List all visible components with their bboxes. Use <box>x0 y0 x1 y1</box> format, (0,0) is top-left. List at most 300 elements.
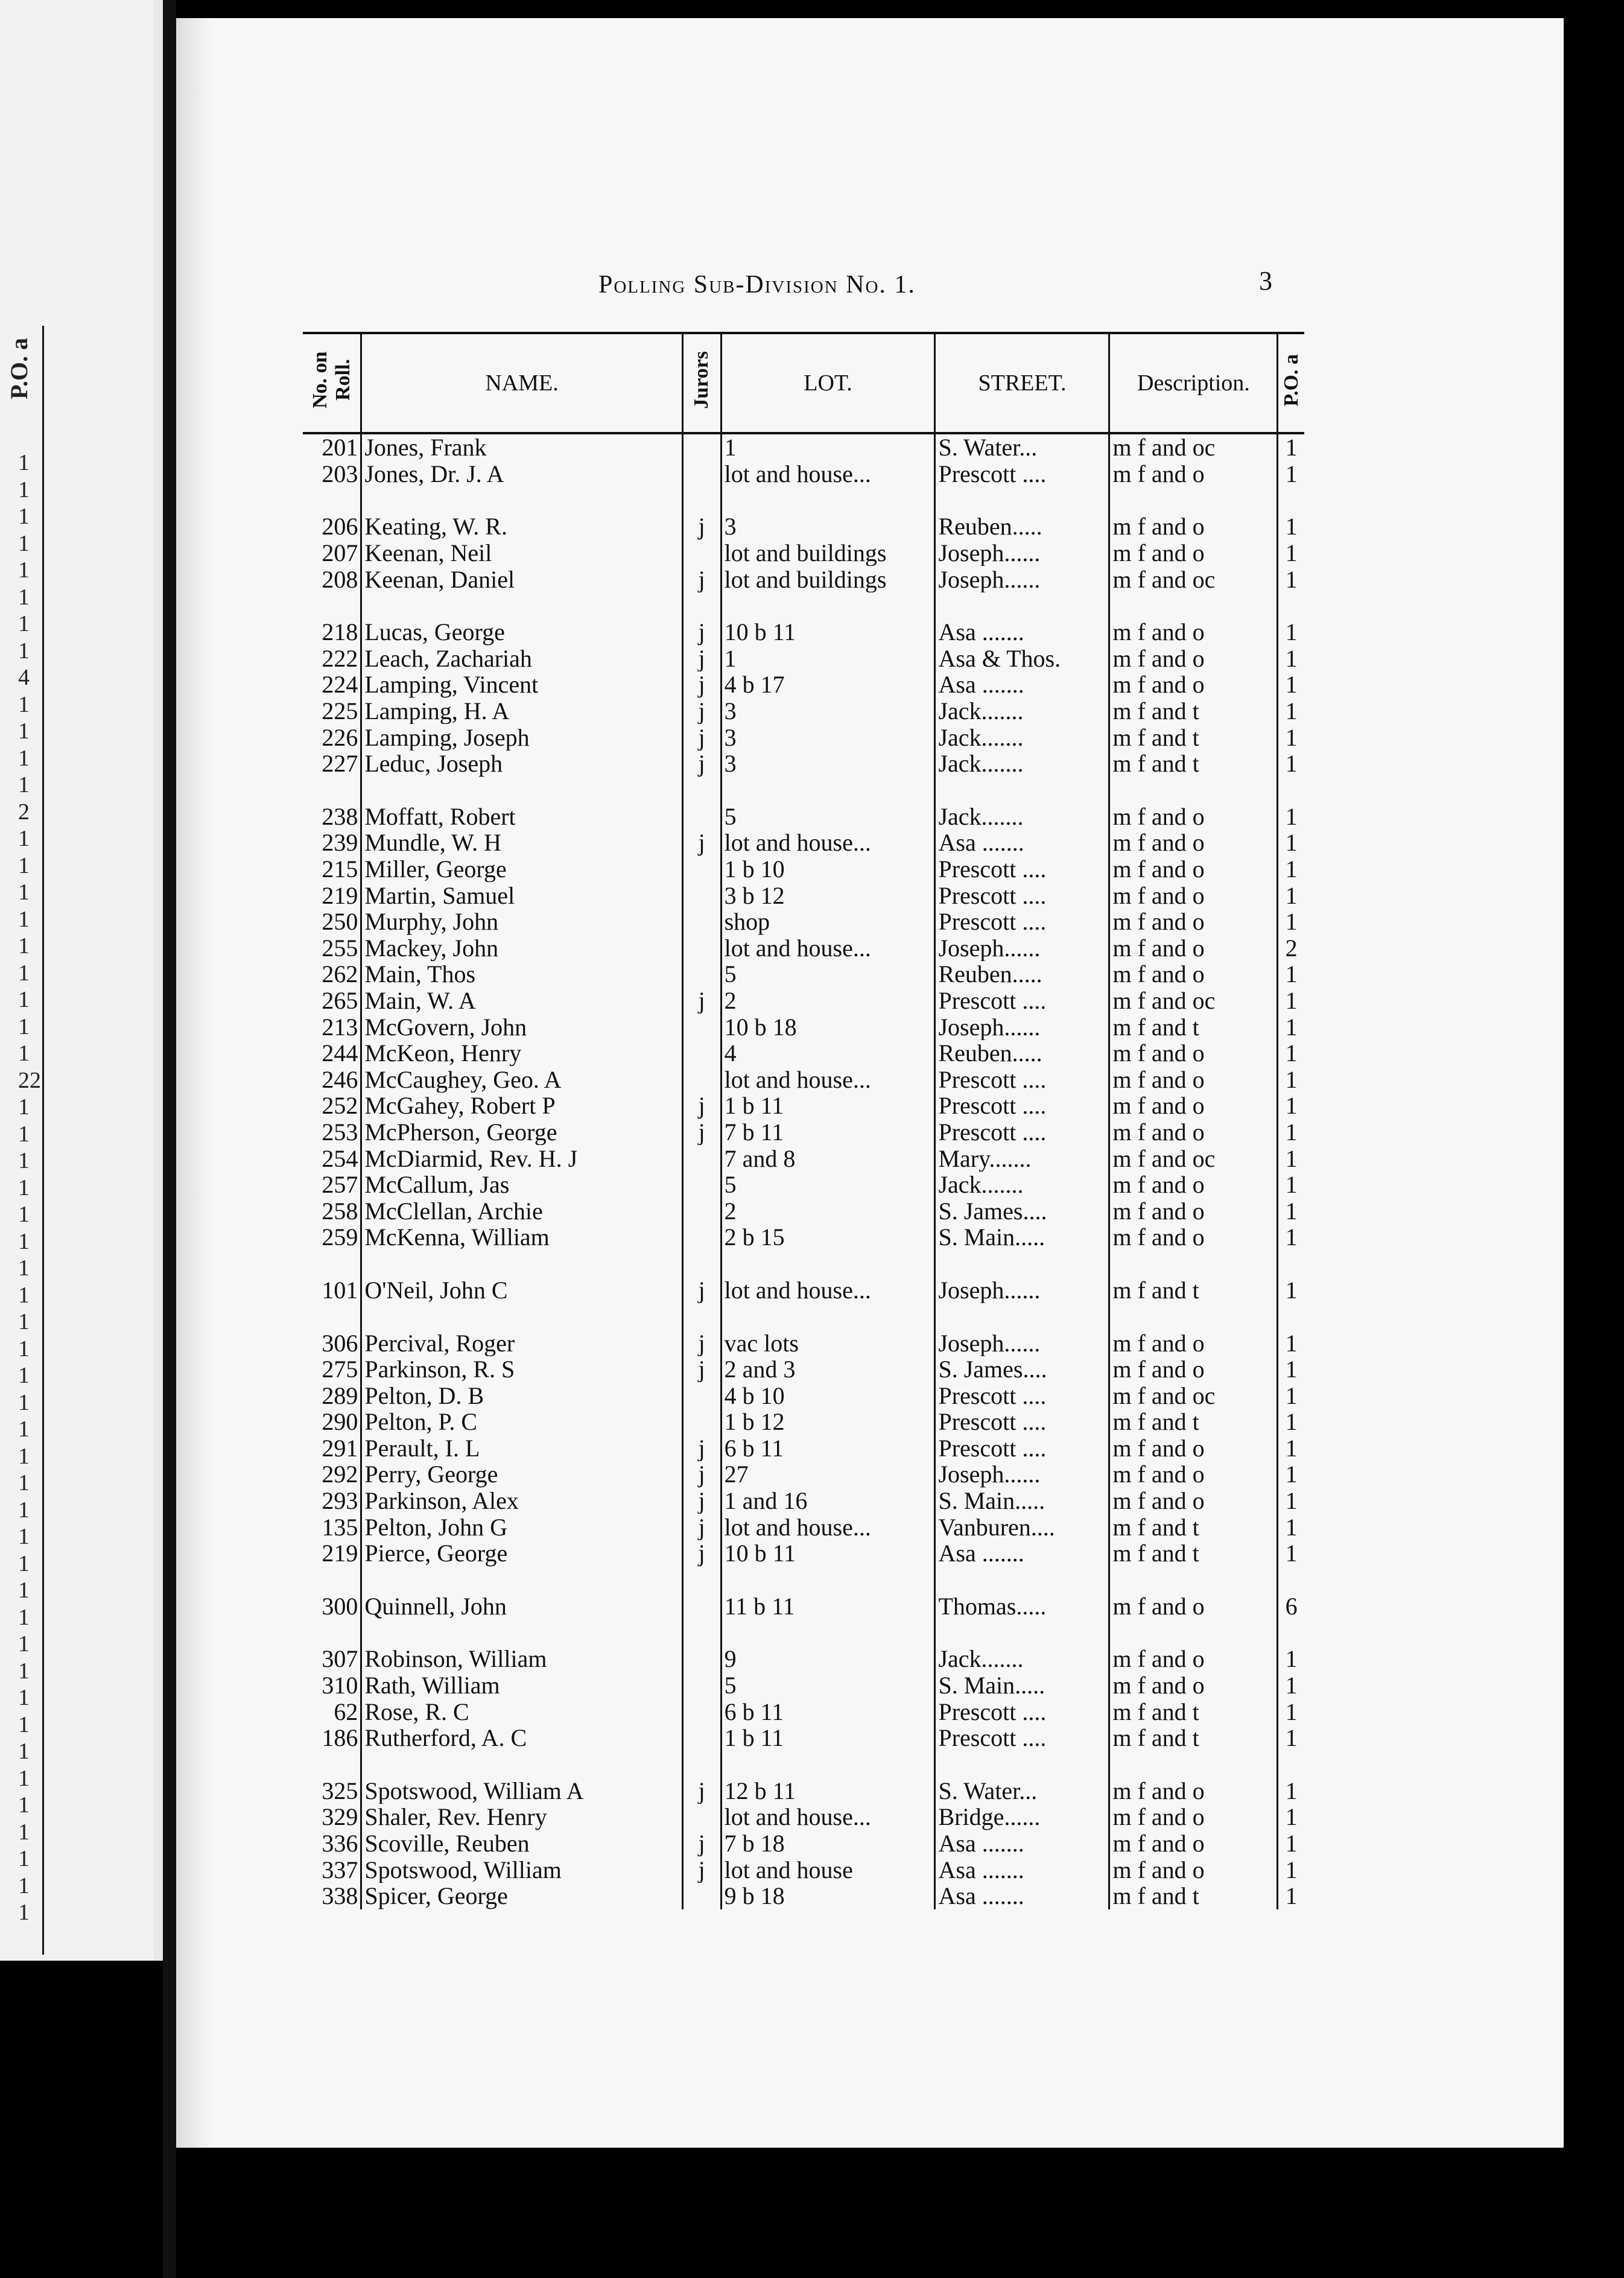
table-spacer-row <box>303 777 1304 804</box>
cell-lot: lot and house... <box>721 1804 935 1830</box>
cell-description: m f and o <box>1109 1172 1278 1198</box>
facing-page-po-value: 1 <box>18 745 30 771</box>
cell-po: 1 <box>1278 856 1304 883</box>
cell-lot: 1 b 11 <box>721 1093 935 1119</box>
cell-juror-mark: j <box>682 1514 721 1540</box>
cell-street: Jack....... <box>935 750 1109 777</box>
cell-po: 1 <box>1278 1119 1304 1146</box>
cell-juror-mark: j <box>682 619 721 646</box>
cell-name: Jones, Dr. J. A <box>361 461 682 487</box>
page-number: 3 <box>1259 266 1272 296</box>
facing-page-po-value: 1 <box>18 1014 30 1039</box>
cell-street: Prescott .... <box>935 856 1109 883</box>
cell-juror-mark <box>682 1672 721 1699</box>
cell-street: Thomas..... <box>935 1593 1109 1620</box>
spacer-cell <box>682 1303 721 1330</box>
cell-po: 2 <box>1278 935 1304 962</box>
facing-page-po-value: 1 <box>18 1309 30 1334</box>
cell-roll-number: 135 <box>322 1514 358 1540</box>
cell-juror-mark: j <box>682 1277 721 1304</box>
facing-page-po-value: 1 <box>18 477 30 503</box>
cell-name: Robinson, William <box>361 1646 682 1672</box>
cell-juror-mark <box>682 1014 721 1040</box>
table-row <box>303 909 1304 935</box>
cell-street: Asa ....... <box>935 1830 1109 1857</box>
cell-juror-mark: j <box>682 1540 721 1567</box>
cell-juror-mark <box>682 1198 721 1224</box>
col-header-jurors-label: Jurors <box>690 351 713 409</box>
cell-lot: lot and house... <box>721 1514 935 1540</box>
spacer-cell <box>1278 592 1304 619</box>
cell-name: Parkinson, R. S <box>361 1356 682 1383</box>
cell-street: S. James.... <box>935 1356 1109 1383</box>
cell-description: m f and o <box>1109 830 1278 856</box>
cell-lot: 3 <box>721 698 935 725</box>
cell-juror-mark <box>682 1382 721 1409</box>
cell-lot: 10 b 11 <box>721 1540 935 1567</box>
cell-roll-number: 252 <box>322 1093 358 1119</box>
spacer-cell <box>935 1619 1109 1646</box>
cell-juror-mark: j <box>682 1330 721 1356</box>
cell-lot: 12 b 11 <box>721 1778 935 1804</box>
cell-roll-number: 213 <box>322 1014 358 1040</box>
cell-lot: 2 b 15 <box>721 1224 935 1251</box>
facing-page-po-value: 1 <box>18 1363 30 1388</box>
cell-lot: 5 <box>721 961 935 988</box>
cell-description: m f and oc <box>1109 566 1278 592</box>
cell-description: m f and o <box>1109 619 1278 646</box>
cell-roll-number: 292 <box>322 1461 358 1488</box>
facing-page-po-value: 1 <box>18 530 30 556</box>
cell-roll-number: 262 <box>322 961 358 988</box>
cell-lot: 11 b 11 <box>721 1593 935 1620</box>
cell-street: Prescott .... <box>935 1725 1109 1751</box>
cell-roll-number: 307 <box>322 1646 358 1672</box>
cell-juror-mark <box>682 856 721 883</box>
cell-name: Perault, I. L <box>361 1435 682 1462</box>
cell-juror-mark: j <box>682 646 721 672</box>
cell-street: Asa ....... <box>935 1540 1109 1567</box>
cell-roll-number: 219 <box>322 882 358 909</box>
cell-description: m f and t <box>1109 1277 1278 1304</box>
cell-description: m f and o <box>1109 1119 1278 1146</box>
cell-street: S. Main..... <box>935 1488 1109 1514</box>
facing-page-rule <box>42 326 44 1955</box>
cell-juror-mark: j <box>682 1461 721 1488</box>
cell-name: Mackey, John <box>361 935 682 962</box>
facing-page-po-value: 22 <box>18 1067 41 1093</box>
spacer-cell <box>303 1567 361 1593</box>
facing-page-po-value: 1 <box>18 960 30 986</box>
cell-street: Joseph...... <box>935 935 1109 962</box>
cell-street: Jack....... <box>935 698 1109 725</box>
facing-page-po-value: 1 <box>18 1578 30 1603</box>
spacer-cell <box>1278 1567 1304 1593</box>
cell-lot: 2 <box>721 1198 935 1224</box>
cell-po: 1 <box>1278 1330 1304 1356</box>
spacer-cell <box>935 1751 1109 1778</box>
cell-description: m f and oc <box>1109 433 1278 461</box>
cell-description: m f and o <box>1109 1356 1278 1383</box>
cell-lot: 9 b 18 <box>721 1883 935 1909</box>
cell-roll-number: 258 <box>322 1198 358 1225</box>
table-row <box>303 671 1304 698</box>
cell-juror-mark <box>682 909 721 935</box>
cell-roll-number: 101 <box>322 1277 358 1304</box>
cell-lot: lot and house... <box>721 935 935 962</box>
cell-name: Pelton, John G <box>361 1514 682 1540</box>
cell-po: 1 <box>1278 1382 1304 1409</box>
spacer-cell <box>721 1751 935 1778</box>
table-row <box>303 540 1304 566</box>
cell-lot: 1 b 12 <box>721 1409 935 1435</box>
cell-name: Main, W. A <box>361 988 682 1014</box>
table-row <box>303 619 1304 646</box>
cell-description: m f and o <box>1109 1646 1278 1672</box>
table-row <box>303 1172 1304 1198</box>
cell-juror-mark: j <box>682 1435 721 1462</box>
table-row <box>303 513 1304 540</box>
cell-po: 1 <box>1278 1356 1304 1383</box>
spacer-cell <box>682 487 721 513</box>
cell-lot: 7 b 18 <box>721 1830 935 1857</box>
facing-page-po-value: 4 <box>18 665 30 690</box>
cell-juror-mark <box>682 1725 721 1751</box>
facing-page-po-value: 1 <box>18 557 30 583</box>
cell-roll-number: 275 <box>322 1356 358 1383</box>
table-row <box>303 1014 1304 1040</box>
cell-street: Joseph...... <box>935 1461 1109 1488</box>
cell-street: Jack....... <box>935 1172 1109 1198</box>
cell-po: 6 <box>1278 1593 1304 1620</box>
cell-juror-mark <box>682 804 721 830</box>
cell-name: Rutherford, A. C <box>361 1725 682 1751</box>
cell-juror-mark <box>682 461 721 487</box>
cell-juror-mark <box>682 1040 721 1067</box>
spacer-cell <box>303 1619 361 1646</box>
spacer-cell <box>361 1751 682 1778</box>
cell-po: 1 <box>1278 1014 1304 1040</box>
cell-lot: 3 <box>721 513 935 540</box>
spacer-cell <box>361 777 682 804</box>
cell-name: Spotswood, William <box>361 1856 682 1883</box>
cell-po: 1 <box>1278 1672 1304 1699</box>
cell-street: Joseph...... <box>935 1277 1109 1304</box>
cell-po: 1 <box>1278 830 1304 856</box>
cell-roll-number: 306 <box>322 1330 358 1356</box>
cell-description: m f and o <box>1109 1778 1278 1804</box>
cell-roll-number: 337 <box>322 1856 358 1883</box>
spacer-cell <box>361 1303 682 1330</box>
cell-juror-mark <box>682 882 721 909</box>
spacer-cell <box>303 1303 361 1330</box>
table-row <box>303 830 1304 856</box>
spacer-cell <box>682 777 721 804</box>
facing-page-po-value: 1 <box>18 1550 30 1576</box>
cell-lot: lot and house... <box>721 1066 935 1093</box>
cell-po: 1 <box>1278 1514 1304 1540</box>
table-spacer-row <box>303 1303 1304 1330</box>
cell-roll-number: 239 <box>322 830 358 856</box>
spacer-cell <box>1278 1303 1304 1330</box>
cell-lot: 1 b 11 <box>721 1725 935 1751</box>
cell-lot: 5 <box>721 1672 935 1699</box>
cell-juror-mark: j <box>682 1093 721 1119</box>
table-row <box>303 1066 1304 1093</box>
spacer-cell <box>721 1567 935 1593</box>
table-row <box>303 1725 1304 1751</box>
cell-description: m f and o <box>1109 461 1278 487</box>
facing-page-po-value: 1 <box>18 933 30 959</box>
table-spacer-row <box>303 1251 1304 1277</box>
cell-po: 1 <box>1278 1409 1304 1435</box>
cell-juror-mark <box>682 540 721 566</box>
cell-lot: lot and house... <box>721 830 935 856</box>
cell-lot: 1 <box>721 646 935 672</box>
cell-po: 1 <box>1278 1093 1304 1119</box>
cell-description: m f and o <box>1109 671 1278 698</box>
cell-lot: 2 <box>721 988 935 1014</box>
cell-po: 1 <box>1278 1725 1304 1751</box>
cell-description: m f and t <box>1109 1514 1278 1540</box>
cell-roll-number: 338 <box>322 1882 358 1909</box>
facing-page-po-value: 1 <box>18 1712 30 1737</box>
facing-page-po-value: 1 <box>18 852 30 878</box>
col-header-no-label: No. on Roll. <box>308 351 354 409</box>
cell-po: 1 <box>1278 566 1304 592</box>
cell-po: 1 <box>1278 1066 1304 1093</box>
table-row <box>303 1883 1304 1909</box>
table-row <box>303 882 1304 909</box>
cell-street: Jack....... <box>935 804 1109 830</box>
spacer-cell <box>1278 1251 1304 1277</box>
spacer-cell <box>935 1567 1109 1593</box>
cell-juror-mark: j <box>682 698 721 725</box>
cell-description: m f and o <box>1109 1488 1278 1514</box>
cell-name: Scoville, Reuben <box>361 1830 682 1857</box>
cell-roll-number: 225 <box>322 697 358 725</box>
running-head: Polling Sub-Division No. 1. <box>598 271 916 299</box>
table-spacer-row <box>303 1567 1304 1593</box>
cell-description: m f and t <box>1109 724 1278 750</box>
cell-lot: 9 <box>721 1646 935 1672</box>
cell-juror-mark <box>682 1883 721 1909</box>
spacer-cell <box>1278 1619 1304 1646</box>
cell-description: m f and oc <box>1109 1145 1278 1172</box>
cell-street: Asa ....... <box>935 619 1109 646</box>
cell-description: m f and o <box>1109 1830 1278 1857</box>
col-header-jurors <box>682 333 721 433</box>
cell-roll-number: 186 <box>322 1724 358 1751</box>
facing-page-po-value: 1 <box>18 1739 30 1764</box>
cell-lot: vac lots <box>721 1330 935 1356</box>
facing-page-po-value: 1 <box>18 1228 30 1254</box>
spacer-cell <box>682 1751 721 1778</box>
facing-page-po-value: 1 <box>18 1443 30 1469</box>
spacer-cell <box>721 777 935 804</box>
cell-po: 1 <box>1278 1830 1304 1857</box>
cell-roll-number: 238 <box>322 803 358 830</box>
cell-po: 1 <box>1278 909 1304 935</box>
cell-description: m f and t <box>1109 1014 1278 1040</box>
cell-description: m f and oc <box>1109 988 1278 1014</box>
spacer-cell <box>361 1619 682 1646</box>
cell-street: Joseph...... <box>935 1330 1109 1356</box>
spacer-cell <box>1109 1251 1278 1277</box>
cell-name: Mundle, W. H <box>361 830 682 856</box>
col-header-lot: LOT. <box>721 333 935 433</box>
table-row <box>303 433 1304 461</box>
cell-description: m f and o <box>1109 1330 1278 1356</box>
cell-name: Jones, Frank <box>361 433 682 461</box>
cell-roll-number: 291 <box>322 1435 358 1462</box>
cell-lot: lot and buildings <box>721 540 935 566</box>
cell-roll-number: 310 <box>322 1672 358 1699</box>
cell-name: Perry, George <box>361 1461 682 1488</box>
spacer-cell <box>682 1567 721 1593</box>
cell-description: m f and o <box>1109 1198 1278 1224</box>
spacer-cell <box>1109 592 1278 619</box>
cell-lot: 2 and 3 <box>721 1356 935 1383</box>
cell-description: m f and o <box>1109 513 1278 540</box>
cell-street: Prescott .... <box>935 1382 1109 1409</box>
facing-page-po-value: 1 <box>18 826 30 851</box>
cell-po: 1 <box>1278 1646 1304 1672</box>
cell-juror-mark <box>682 1804 721 1830</box>
cell-roll-number: 336 <box>322 1830 358 1857</box>
col-header-no-on-roll <box>303 333 361 433</box>
table-row <box>303 1435 1304 1462</box>
cell-lot: 3 b 12 <box>721 882 935 909</box>
table-row <box>303 646 1304 672</box>
facing-page-po-value: 1 <box>18 450 30 475</box>
facing-page-po-value: 1 <box>18 719 30 744</box>
cell-po: 1 <box>1278 1277 1304 1304</box>
cell-lot: 27 <box>721 1461 935 1488</box>
cell-description: m f and o <box>1109 1461 1278 1488</box>
cell-name: Main, Thos <box>361 961 682 988</box>
cell-po: 1 <box>1278 671 1304 698</box>
facing-page-po-value: 1 <box>18 1765 30 1791</box>
cell-description: m f and o <box>1109 909 1278 935</box>
cell-description: m f and o <box>1109 1435 1278 1462</box>
cell-street: Asa ....... <box>935 830 1109 856</box>
table-row <box>303 1040 1304 1067</box>
cell-description: m f and o <box>1109 1856 1278 1883</box>
cell-name: Rath, William <box>361 1672 682 1699</box>
spacer-cell <box>935 592 1109 619</box>
spacer-cell <box>935 1303 1109 1330</box>
cell-street: Prescott .... <box>935 988 1109 1014</box>
table-row <box>303 461 1304 487</box>
cell-po: 1 <box>1278 724 1304 750</box>
cell-roll-number: 255 <box>322 934 358 962</box>
facing-page-po-value: 1 <box>18 1604 30 1630</box>
cell-roll-number: 257 <box>322 1171 358 1198</box>
cell-street: Asa ....... <box>935 671 1109 698</box>
cell-po: 1 <box>1278 1698 1304 1725</box>
spacer-cell <box>721 487 935 513</box>
cell-lot: 10 b 18 <box>721 1014 935 1040</box>
cell-lot: 4 b 10 <box>721 1382 935 1409</box>
cell-description: m f and t <box>1109 750 1278 777</box>
table-row <box>303 1488 1304 1514</box>
cell-roll-number: 219 <box>322 1540 358 1567</box>
table-row <box>303 1356 1304 1383</box>
spacer-cell <box>303 1751 361 1778</box>
cell-roll-number: 289 <box>322 1382 358 1409</box>
table-row <box>303 1672 1304 1699</box>
table-row <box>303 804 1304 830</box>
facing-page-po-value: 1 <box>18 1819 30 1845</box>
cell-roll-number: 244 <box>322 1039 358 1067</box>
cell-roll-number: 207 <box>322 539 358 566</box>
col-header-description: Description. <box>1109 333 1278 433</box>
cell-name: Percival, Roger <box>361 1330 682 1356</box>
facing-page-po-value: 1 <box>18 1685 30 1710</box>
cell-name: McCallum, Jas <box>361 1172 682 1198</box>
cell-description: m f and o <box>1109 1093 1278 1119</box>
table-body <box>303 433 1304 1909</box>
table-spacer-row <box>303 1619 1304 1646</box>
cell-name: McPherson, George <box>361 1119 682 1146</box>
cell-street: Jack....... <box>935 1646 1109 1672</box>
book-gutter <box>163 0 176 2278</box>
spacer-cell <box>682 592 721 619</box>
facing-page-header: P.O. a <box>5 338 33 399</box>
table-spacer-row <box>303 1751 1304 1778</box>
cell-street: Prescott .... <box>935 1066 1109 1093</box>
cell-po: 1 <box>1278 961 1304 988</box>
cell-name: Quinnell, John <box>361 1593 682 1620</box>
cell-street: Prescott .... <box>935 1698 1109 1725</box>
cell-street: Asa ....... <box>935 1883 1109 1909</box>
cell-name: Lucas, George <box>361 619 682 646</box>
cell-name: O'Neil, John C <box>361 1277 682 1304</box>
cell-lot: 1 <box>721 433 935 461</box>
cell-roll-number: 206 <box>322 513 358 540</box>
cell-po: 1 <box>1278 804 1304 830</box>
cell-po: 1 <box>1278 1145 1304 1172</box>
cell-street: Prescott .... <box>935 1409 1109 1435</box>
facing-page-po-value: 1 <box>18 1524 30 1549</box>
cell-description: m f and o <box>1109 961 1278 988</box>
cell-roll-number: 246 <box>322 1066 358 1093</box>
table-row <box>303 1409 1304 1435</box>
table-spacer-row <box>303 487 1304 513</box>
cell-po: 1 <box>1278 882 1304 909</box>
cell-lot: 3 <box>721 724 935 750</box>
cell-description: m f and o <box>1109 540 1278 566</box>
spacer-cell <box>1109 1619 1278 1646</box>
cell-description: m f and t <box>1109 1409 1278 1435</box>
cell-lot: 1 b 10 <box>721 856 935 883</box>
table-row <box>303 1277 1304 1304</box>
facing-page-po-value: 2 <box>18 799 30 825</box>
cell-po: 1 <box>1278 619 1304 646</box>
cell-name: McDiarmid, Rev. H. J <box>361 1145 682 1172</box>
table-row <box>303 1540 1304 1567</box>
spacer-cell <box>1109 1567 1278 1593</box>
spacer-cell <box>1109 487 1278 513</box>
cell-roll-number: 208 <box>322 566 358 592</box>
cell-name: McCaughey, Geo. A <box>361 1066 682 1093</box>
cell-description: m f and o <box>1109 1804 1278 1830</box>
cell-name: Keating, W. R. <box>361 513 682 540</box>
cell-street: Prescott .... <box>935 882 1109 909</box>
cell-juror-mark <box>682 433 721 461</box>
cell-po: 1 <box>1278 1804 1304 1830</box>
